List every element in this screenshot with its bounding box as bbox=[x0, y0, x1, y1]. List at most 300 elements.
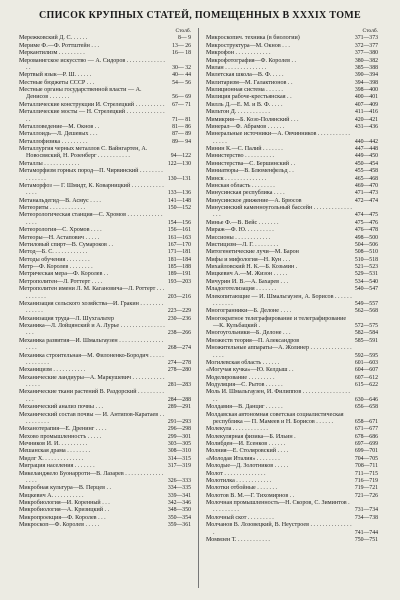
list-item bbox=[206, 117, 378, 124]
entry-title: Многократное телеграфирование и телеграфирование—К. Кульбацкий . bbox=[206, 315, 347, 329]
entry-pages: 465—468 bbox=[354, 175, 378, 182]
entry-title: Методы обучения . . . . . . . . bbox=[19, 256, 90, 263]
list-item bbox=[206, 249, 378, 256]
entry-title: Молекула . . . . . . . . . . . . bbox=[206, 426, 268, 433]
list-item bbox=[19, 316, 191, 323]
entry-pages: 390—394 bbox=[354, 72, 378, 79]
entry-pages: 334—335 bbox=[167, 485, 191, 492]
entry-title: Метеорологическая станция—С. Хромов . . . . . . . . . . . . . . . . bbox=[19, 212, 163, 226]
entry-title: Минск . . . . . . . . . . . . . . bbox=[206, 175, 267, 182]
entry-title: Милиционная система . . . . . . bbox=[206, 87, 283, 93]
entry-pages: 455—458 bbox=[354, 168, 378, 175]
entry-title: Механические ткани растений В. Раздорский . . . . . . . . . . . . bbox=[19, 389, 164, 403]
entry-pages: 289—291 bbox=[167, 404, 191, 411]
entry-pages: 394—398 bbox=[354, 79, 378, 86]
entry-title: Меркантилизм . . . . . . . . . bbox=[19, 50, 85, 57]
entry-title: Металлургия черных металлов С. Вайнгартен, А. Новосвяский, Н. Розенберг . . . . . . . . . . . bbox=[19, 146, 148, 160]
list-item bbox=[206, 94, 378, 101]
list-item bbox=[19, 249, 191, 256]
list-item bbox=[19, 389, 191, 404]
entry-pages: 562—568 bbox=[354, 308, 378, 315]
entry-title: Мерованнгское искусство — А. Сидоров . . . . . . . . . . . . . . . bbox=[19, 57, 165, 71]
entry-title: Микробиология—А. Кризицкий . . bbox=[19, 507, 110, 514]
entry-pages: 475—476 bbox=[354, 219, 378, 226]
entry-pages: 447—448 bbox=[354, 146, 378, 152]
entry-title: Механизация сельского хозяйства—И. Гракин . . . . . . . . . . . . . . bbox=[19, 300, 164, 315]
entry-title: Министерства—С. Бершинский . . bbox=[206, 160, 296, 167]
entry-title: Михайловский Н. К.—Б. Козьмин . bbox=[206, 264, 298, 270]
list-item bbox=[19, 301, 191, 316]
entry-title: Милитаризм—М. Галактионов . . bbox=[206, 79, 293, 86]
entry-pages: 326—333 bbox=[167, 477, 191, 484]
list-item bbox=[206, 190, 378, 197]
list-item bbox=[19, 507, 191, 514]
entry-pages: 407—409 bbox=[354, 101, 378, 108]
entry-title: Множительные аппараты—А. Жолинер . . . . . . . . . . . . . . . . . . bbox=[206, 345, 352, 359]
entry-pages: 291—293 bbox=[167, 418, 191, 425]
entry-pages: 411—416 bbox=[355, 109, 378, 116]
entry-title: Механический состав почвы — И. Антипов-Каратаев . . . . . . . . . . bbox=[19, 411, 165, 425]
entry-title: Микробная культура—В. Перцев . . bbox=[19, 485, 112, 492]
entry-title: Многогранники—Б. Делоне . . . . bbox=[206, 308, 292, 315]
list-item bbox=[206, 426, 378, 433]
entry-pages: 615—622 bbox=[354, 382, 378, 388]
list-item bbox=[19, 448, 191, 455]
list-item bbox=[206, 463, 378, 470]
entry-pages: 150—152 bbox=[167, 205, 191, 211]
list-item bbox=[19, 515, 191, 522]
entry-pages: 630—646 bbox=[354, 396, 378, 403]
entry-pages: 534—540 bbox=[354, 278, 378, 285]
entry-title: Множеств теория—П. Александров bbox=[206, 337, 300, 344]
entry-title: Микроскоп—Ф. Королев . . . . . bbox=[19, 522, 100, 529]
list-item bbox=[19, 131, 191, 138]
list-item bbox=[206, 382, 378, 389]
entry-title: Метр—Ф. Королев . . . . . . . . bbox=[19, 264, 93, 270]
list-item bbox=[206, 58, 378, 65]
entry-title: Мильтон Д. . . . . . . . . . . . bbox=[206, 109, 270, 116]
entry-pages: 314—315 bbox=[167, 455, 191, 462]
list-item bbox=[206, 434, 378, 441]
entry-title: Миграция населения . . . . . . . bbox=[19, 463, 95, 470]
entry-pages: 308—310 bbox=[167, 448, 191, 455]
entry-title: Метрополитен имени Л. М. Кагановича—Л. Роттерт . . . . . . . . . . bbox=[19, 286, 165, 300]
entry-title: Милетская школа—В. Ф. . . . . bbox=[206, 72, 284, 79]
entry-title: Млекопитающие — И. Шмальгаузен, А. Борисов . . . . . . . . . . . . . bbox=[206, 293, 352, 307]
list-item bbox=[206, 537, 378, 544]
list-item bbox=[19, 72, 191, 79]
entry-pages: 607—612 bbox=[354, 374, 378, 381]
list-item bbox=[19, 485, 191, 492]
entry-title: Мицкевич А.—М. Жизон . . . . . bbox=[206, 271, 288, 278]
entry-title: Местные органы государственной власти — А. Денисов . . . . . . . bbox=[19, 87, 142, 101]
entry-title: Мицкевич А. . . . . . . . . . . bbox=[19, 492, 84, 499]
entry-pages: 469—470 bbox=[354, 182, 378, 189]
list-item bbox=[19, 463, 191, 470]
list-item bbox=[19, 212, 191, 227]
entry-title: Минусинская республика . . . . bbox=[206, 190, 285, 197]
entry-title: Минин К.—С. Палий . . . . . . . bbox=[206, 146, 283, 152]
list-item bbox=[206, 35, 378, 42]
entry-pages: 348—350 bbox=[167, 507, 191, 514]
list-item bbox=[19, 412, 191, 427]
entry-pages: 400—401 bbox=[354, 94, 378, 101]
entry-pages: 697—699 bbox=[354, 441, 378, 447]
list-item bbox=[206, 102, 378, 109]
entry-title: Механика строительная—М. Филоненко-Бородич . . . . . . . . . . . . . bbox=[19, 352, 164, 366]
list-item bbox=[19, 323, 191, 338]
entry-title: Молекулярная физика—Б. Ильин . bbox=[206, 433, 296, 440]
entry-pages: 317—319 bbox=[167, 463, 191, 470]
entry-title: Многоугольники—Б. Делоне . . . bbox=[206, 330, 291, 337]
entry-pages: 656—658 bbox=[354, 404, 378, 411]
list-item bbox=[19, 146, 191, 161]
entry-pages: 604—607 bbox=[354, 367, 378, 374]
entry-pages: 431—436 bbox=[354, 123, 378, 130]
entry-list bbox=[206, 35, 378, 544]
entry-title: Молодые—Д. Золотников . . . . . bbox=[206, 463, 289, 470]
entry-pages: 141—148 bbox=[167, 197, 191, 204]
entry-title: Мечников И. И. . . . . . . . . . bbox=[19, 441, 88, 447]
list-item bbox=[206, 360, 378, 367]
entry-pages: 474—475 bbox=[354, 212, 378, 219]
entry-pages: 377—380 bbox=[354, 50, 378, 57]
list-item bbox=[19, 441, 191, 448]
list-item bbox=[19, 242, 191, 249]
entry-pages: 281—283 bbox=[167, 382, 191, 388]
list-item bbox=[19, 235, 191, 242]
entry-pages: 711—715 bbox=[355, 470, 378, 477]
entry-title: Минская область . . . . . . . . bbox=[206, 182, 275, 189]
entry-pages: 8— 9 bbox=[177, 35, 191, 42]
entry-title: Молибден—И. Есенков . . . . . . bbox=[206, 441, 286, 447]
entry-pages: 268—274 bbox=[167, 345, 191, 352]
entry-title: Милиция рабоче-крестьянская . . bbox=[206, 94, 292, 101]
right-column bbox=[206, 28, 378, 544]
entry-pages: 181—184 bbox=[167, 256, 191, 263]
list-item bbox=[19, 124, 191, 131]
entry-title: Могилевская область . . . . . . bbox=[206, 359, 280, 366]
entry-pages: 203—216 bbox=[167, 293, 191, 300]
entry-title: Милан . . . . . . . . . . . . . . bbox=[206, 64, 267, 71]
entry-pages: 230—236 bbox=[167, 315, 191, 322]
list-item bbox=[19, 35, 191, 42]
list-item bbox=[206, 50, 378, 57]
entry-title: Механика развития—И. Шмальгаузен . . . . . . . . . . . . . . . . . . . bbox=[19, 337, 164, 352]
list-item bbox=[19, 367, 191, 374]
entry-pages: 734—738 bbox=[354, 514, 378, 521]
entry-pages: 721—726 bbox=[354, 492, 378, 499]
entry-title: Молотилка . . . . . . . . . . . . bbox=[206, 477, 272, 484]
entry-pages: 171—181 bbox=[167, 249, 191, 256]
entry-title: Миссионы . . . . . . . . . . . . bbox=[206, 234, 271, 241]
entry-title: Механические ландиуры—А. Маркушевич . . . . . . . . . . . . . . . . bbox=[19, 374, 165, 388]
entry-title: Министерство . . . . . . . . . . bbox=[206, 153, 275, 160]
list-item bbox=[19, 227, 191, 234]
entry-pages: 189—191 bbox=[167, 271, 191, 278]
list-item bbox=[206, 345, 378, 360]
entry-title: Металлы . . . . . . . . . . . . bbox=[19, 160, 80, 167]
entry-pages: 741—744 bbox=[354, 529, 378, 536]
entry-pages: 133—136 bbox=[167, 190, 191, 197]
list-item bbox=[206, 235, 378, 242]
entry-title: Механический анализ почвы . . . bbox=[19, 404, 104, 411]
list-item bbox=[206, 131, 378, 146]
entry-title: Моделирование . . . . . . . . . bbox=[206, 374, 275, 381]
entry-title: Метрическая мера—Ф. Королев . . bbox=[19, 271, 109, 278]
entry-pages: 704—705 bbox=[354, 455, 378, 462]
list-item bbox=[19, 109, 191, 124]
entry-pages: 274—278 bbox=[167, 359, 191, 366]
list-item bbox=[206, 448, 378, 455]
entry-pages: 540—547 bbox=[354, 286, 378, 293]
entry-title: Металлические конструкции И. Стрелецкий . . . . . . . . . . bbox=[19, 101, 165, 108]
list-item bbox=[206, 198, 378, 205]
entry-pages: 371—373 bbox=[354, 35, 378, 42]
entry-pages: 30— 32 bbox=[172, 64, 191, 71]
list-item bbox=[206, 65, 378, 72]
entry-title: Метаморфизм горных пород—П. Чирвинский . . . . . . . . . . . . . . . bbox=[19, 168, 163, 182]
entry-list bbox=[19, 35, 191, 529]
list-item bbox=[206, 168, 378, 175]
entry-pages: 54— 56 bbox=[172, 79, 191, 86]
list-item bbox=[206, 264, 378, 271]
list-item bbox=[206, 330, 378, 337]
entry-title: Микрофон . . . . . . . . . . . . bbox=[206, 50, 271, 57]
list-item bbox=[19, 471, 191, 486]
entry-pages: 398—400 bbox=[354, 87, 378, 93]
entry-pages: 71— 81 bbox=[172, 116, 191, 123]
entry-title: Мешанская драма . . . . . . . . bbox=[19, 448, 91, 455]
entry-title: Механика—Л. Лойцянский и А. Лурье . . . . . . . . . . . . . . . . . . bbox=[19, 323, 165, 337]
entry-pages: 658—671 bbox=[354, 418, 378, 425]
entry-pages: 671—677 bbox=[354, 426, 378, 433]
entry-pages: 521—523 bbox=[354, 264, 378, 270]
list-item bbox=[206, 72, 378, 79]
list-item bbox=[206, 257, 378, 264]
entry-pages: 223—229 bbox=[167, 308, 191, 315]
list-item bbox=[19, 264, 191, 271]
entry-title: Метеориты . . . . . . . . . . . . bbox=[19, 205, 86, 211]
entry-title: Молочная промышленность—Н. Скоров, С. Зиминтов . . . . . . . . . . bbox=[206, 500, 350, 514]
entry-pages: 549—557 bbox=[354, 300, 378, 307]
entry-title: Молот . . . . . . . . . . . . . . bbox=[206, 470, 266, 477]
list-item bbox=[19, 43, 191, 50]
entry-title: Молочный скот . . . . . . . . . bbox=[206, 514, 274, 521]
entry-pages: 154—156 bbox=[167, 219, 191, 226]
list-item bbox=[19, 205, 191, 212]
list-item bbox=[206, 456, 378, 463]
entry-pages: 498—500 bbox=[354, 234, 378, 241]
entry-title: Молния—Е. Столяровский . . . . bbox=[206, 448, 289, 455]
entry-title: Метанальдегид—В. Асмус . . . . bbox=[19, 197, 101, 204]
entry-pages: 719—721 bbox=[354, 485, 378, 492]
entry-pages: 156—161 bbox=[167, 227, 191, 234]
entry-pages: 449—450 bbox=[354, 153, 378, 160]
entry-pages: 585—591 bbox=[354, 337, 378, 344]
list-item bbox=[206, 294, 378, 309]
entry-pages: 13— 26 bbox=[172, 42, 191, 49]
entry-pages: 342—346 bbox=[167, 500, 191, 506]
entry-title: Метрополитен—Л. Роттерт . . . . bbox=[19, 278, 103, 285]
list-item bbox=[206, 471, 378, 478]
list-item bbox=[206, 227, 378, 234]
list-item bbox=[19, 87, 191, 102]
entry-title: «Молодая Италия» . . . . . . . . bbox=[206, 455, 280, 462]
entry-title: Молчанов В. Лозовецкий, В. Неустроев . . . . . . . . . . . . . . . bbox=[206, 522, 352, 536]
list-item bbox=[206, 316, 378, 331]
entry-pages: 472—474 bbox=[354, 197, 378, 204]
entry-title: Механицизм . . . . . . . . . . . bbox=[19, 367, 86, 374]
entry-pages: 420—421 bbox=[354, 116, 378, 123]
entry-pages: 87— 89 bbox=[172, 131, 191, 138]
list-item bbox=[206, 485, 378, 492]
list-item bbox=[19, 493, 191, 500]
list-item bbox=[206, 153, 378, 160]
list-item bbox=[206, 146, 378, 153]
entry-pages: 296—298 bbox=[167, 426, 191, 433]
entry-title: Младоготелизация . . . . . . . bbox=[206, 286, 277, 293]
list-item bbox=[19, 456, 191, 463]
list-item bbox=[206, 205, 378, 220]
entry-title: Миниатюры—В. Блюменфельд . . bbox=[206, 168, 294, 175]
list-item bbox=[19, 257, 191, 264]
entry-title: Микробиология—И. Коренный . . . bbox=[19, 500, 110, 506]
entry-pages: 592—595 bbox=[354, 352, 378, 359]
list-item bbox=[19, 522, 191, 529]
entry-title: Микроструктура—М. Окнов . . . bbox=[206, 42, 290, 49]
entry-pages: 130—131 bbox=[167, 175, 191, 182]
entry-pages: 471—473 bbox=[354, 190, 378, 197]
entry-pages: 750—751 bbox=[354, 536, 378, 543]
list-item bbox=[19, 271, 191, 278]
entry-title: Микрофотография—Ф. Королев . . bbox=[206, 57, 297, 64]
entry-title: Мидлг Х. . . . . . . . . . . . . . bbox=[19, 455, 84, 462]
list-item bbox=[206, 271, 378, 278]
list-item bbox=[206, 308, 378, 315]
entry-title: Мифы и мифология—Н. Кун . . . bbox=[206, 256, 291, 263]
entry-title: Минье Ф.—В. Вейс . . . . . . . bbox=[206, 219, 279, 226]
list-item bbox=[206, 80, 378, 87]
entry-title: Микроскопич. техника (в биологии) bbox=[206, 35, 300, 42]
entry-pages: 708—711 bbox=[355, 463, 378, 470]
entry-pages: 278—280 bbox=[167, 367, 191, 374]
list-item bbox=[19, 168, 191, 183]
entry-title: Микеланджело Буонарроти—В. Лазарев . . . . . . . . . . . . . . . . . bbox=[19, 470, 164, 484]
entry-pages: 529—531 bbox=[354, 271, 378, 278]
entry-title: Мериме Ф.—Ф. Роттштейн . . . bbox=[19, 42, 99, 49]
list-item bbox=[19, 198, 191, 205]
entry-title: Металлофизика . . . . . . . . . bbox=[19, 138, 88, 145]
entry-pages: 380—382 bbox=[354, 57, 378, 64]
column-header: Столб. bbox=[175, 28, 191, 34]
entry-pages: 716—719 bbox=[354, 477, 378, 484]
entry-pages: 339—341 bbox=[167, 492, 191, 499]
list-item bbox=[19, 183, 191, 198]
entry-pages: 731—734 bbox=[354, 507, 378, 514]
entry-title: Мертвый язык—Р. Ш. . . . . . bbox=[19, 72, 92, 79]
column-divider bbox=[198, 28, 199, 588]
entry-pages: 89— 94 bbox=[172, 138, 191, 145]
entry-pages: 372—377 bbox=[354, 42, 378, 49]
entry-title: Металловедение—М. Окнов . . bbox=[19, 123, 100, 130]
entry-pages: 476—478 bbox=[354, 227, 378, 234]
entry-title: Метеорология—С. Хромов . . . . bbox=[19, 227, 102, 234]
entry-pages: 385—388 bbox=[354, 64, 378, 71]
entry-pages: 56— 69 bbox=[172, 94, 191, 101]
list-item bbox=[19, 426, 191, 433]
entry-pages: 504—506 bbox=[354, 241, 378, 248]
list-item bbox=[206, 109, 378, 116]
list-item bbox=[206, 279, 378, 286]
entry-pages: 350—354 bbox=[167, 514, 191, 521]
list-item bbox=[19, 50, 191, 57]
list-item bbox=[19, 375, 191, 390]
list-item bbox=[206, 176, 378, 183]
entry-title: Минерал—Ф. Абрамов . . . . . . bbox=[206, 123, 285, 130]
list-item bbox=[19, 286, 191, 301]
list-item bbox=[206, 389, 378, 404]
list-item bbox=[206, 242, 378, 249]
entry-pages: 699—701 bbox=[354, 448, 378, 455]
entry-pages: 284—288 bbox=[167, 396, 191, 403]
list-item bbox=[19, 279, 191, 286]
entry-title: Молдавия—В. Данциг . . . . . . bbox=[206, 404, 283, 411]
list-item bbox=[19, 58, 191, 73]
entry-title: Мехово промышленностъ . . . . . bbox=[19, 433, 102, 440]
entry-title: Минусинское движение—А. Брюсов bbox=[206, 197, 302, 204]
entry-pages: 94—122 bbox=[170, 153, 191, 160]
entry-title: Минусинский каменноугольный бассейн . . . . . . . . . . . . . . . . bbox=[206, 205, 352, 219]
entry-title: Молотов В. М.—Г. Тихомирнов . . bbox=[206, 492, 295, 499]
entry-title: Микропроекция—Ф. Королев . . . bbox=[19, 514, 106, 521]
entry-pages: 572—575 bbox=[354, 323, 378, 329]
entry-pages: 508—510 bbox=[354, 249, 378, 256]
entry-pages: 16— 18 bbox=[172, 50, 191, 57]
entry-pages: 678—686 bbox=[354, 433, 378, 440]
entry-title: Мичурин И. В.—А. Бахарев . . . bbox=[206, 278, 289, 285]
entry-title: Механотерапия—Е. Дренинг . . . . bbox=[19, 426, 107, 433]
entry-pages: 582—584 bbox=[354, 330, 378, 337]
list-item bbox=[206, 124, 378, 131]
entry-title: Моль И. Шмальгаузен, И. Филиппов . . . . . . . . . . . . . . . . . . bbox=[206, 389, 350, 403]
entry-pages: 510—518 bbox=[354, 256, 378, 263]
entry-title: Металлические мосты — Н. Стрелецкий . . . . . . . . . . . . . . . bbox=[19, 109, 165, 123]
entry-title: Механизация труда—Л. Шухгальтер bbox=[19, 315, 115, 322]
entry-pages: 122—130 bbox=[167, 160, 191, 167]
list-item bbox=[206, 375, 378, 382]
entry-title: «Могучая кучка»—Ю. Келдыш . . bbox=[206, 367, 294, 374]
entry-pages: 185—188 bbox=[167, 264, 191, 270]
list-item bbox=[19, 80, 191, 87]
entry-title: Местные бюджеты СССР . . . bbox=[19, 79, 95, 86]
entry-pages: 299—301 bbox=[167, 433, 191, 440]
entry-title: Мираж—Ф. Ю. . . . . . . . . . bbox=[206, 227, 274, 234]
entry-title: Металлоидь—Л. Дешевых . . . bbox=[19, 131, 98, 138]
entry-title: Метеоры—Н. Астапович . . . . . bbox=[19, 234, 100, 241]
left-column bbox=[19, 28, 191, 530]
list-item bbox=[19, 139, 191, 146]
entry-pages: 450—454 bbox=[354, 160, 378, 167]
list-item bbox=[206, 412, 378, 427]
list-item bbox=[206, 338, 378, 345]
entry-title: Мимикрия—Б. Козо-Полянский . . . bbox=[206, 116, 299, 123]
entry-title: Модуляция—С. Рытов . . . . . . bbox=[206, 382, 283, 388]
list-item bbox=[206, 404, 378, 411]
entry-title: Мистицизм—Л. Г. . . . . . . . . bbox=[206, 241, 279, 248]
entry-title: Молотки отбойные . . . . . . . bbox=[206, 485, 278, 492]
list-item bbox=[206, 500, 378, 515]
